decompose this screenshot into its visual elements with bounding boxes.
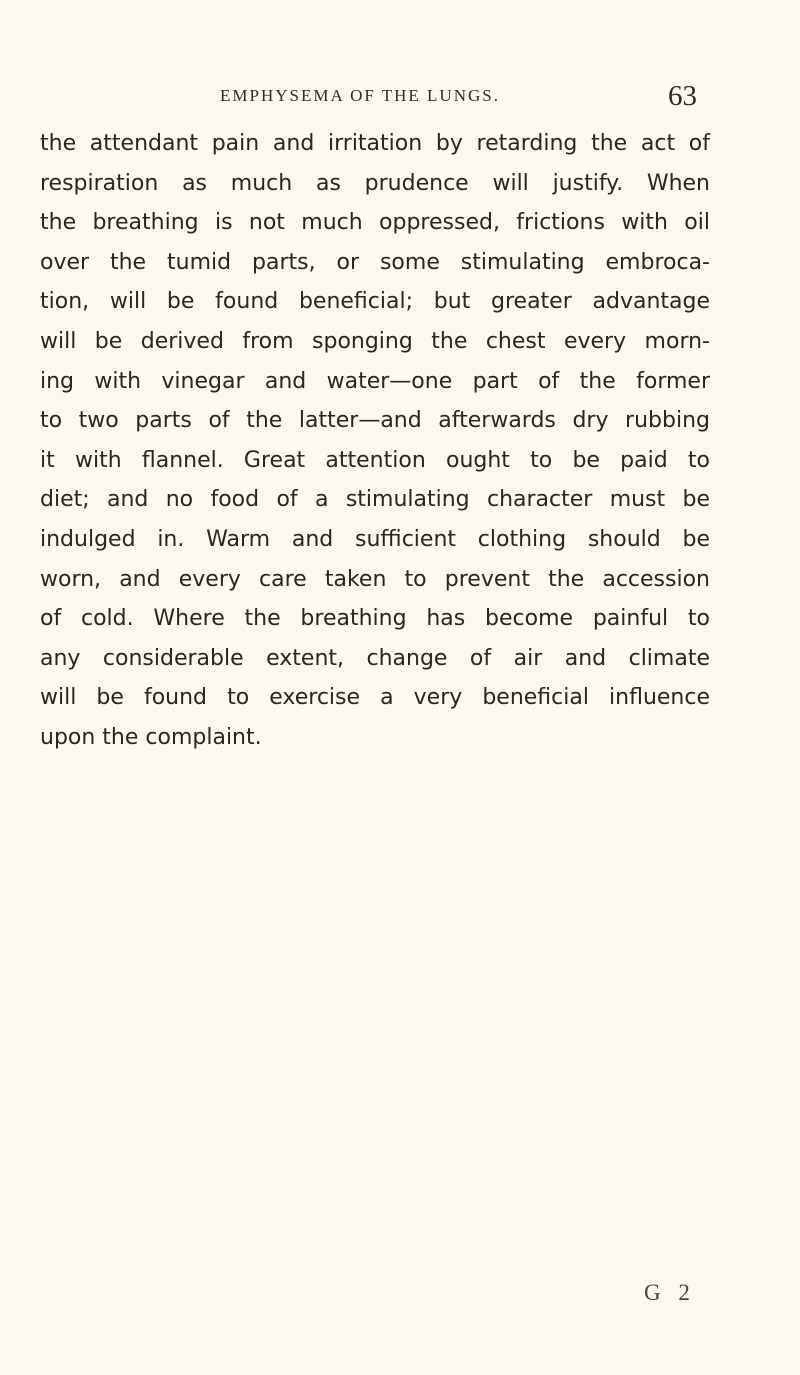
signature-mark: G 2 [644,1280,696,1305]
text-line: worn, and every care taken to prevent the accession [40,566,710,592]
text-line: will be derived from sponging the chest every morn- [40,328,710,354]
text-line: the breathing is not much oppressed, frictions with oil [40,210,710,236]
text-line: upon the complaint. [40,724,262,750]
text-line: to two parts of the latter—and afterwards dry rubbing [40,408,710,434]
body-paragraph [40,124,710,758]
text-line: will be found to exercise a very beneficial influence [40,685,710,711]
text-line: indulged in. Warm and sufficient clothing should be [40,526,710,552]
page-number: 63 [668,80,697,112]
text-line: the attendant pain and irritation by retarding the act of [40,131,710,156]
running-title: EMPHYSEMA OF THE LUNGS. [220,86,500,105]
text-line: diet; and no food of a stimulating character must be [40,487,710,513]
text-line: of cold. Where the breathing has become painful to [40,606,710,632]
text-line: respiration as much as prudence will justify. When [40,170,710,196]
text-line: over the tumid parts, or some stimulating embroca- [40,249,710,275]
text-line: ing with vinegar and water—one part of the former [40,368,710,394]
text-line: tion, will be found beneficial; but greater advantage [40,289,710,315]
text-line: it with flannel. Great attention ought to be paid to [40,447,710,473]
text-line: any considerable extent, change of air and climate [40,645,710,671]
